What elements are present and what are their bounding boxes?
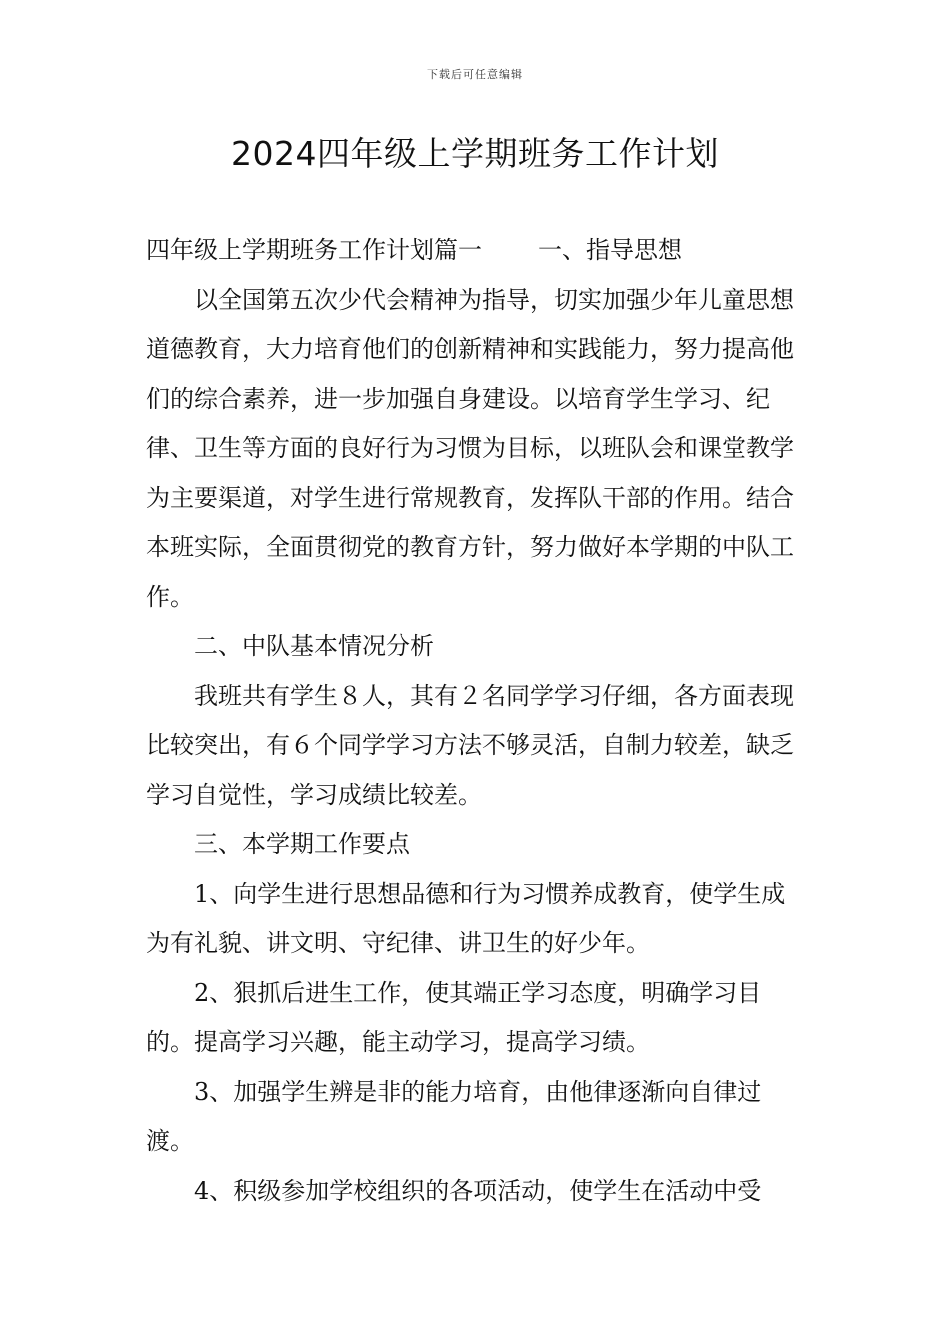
document-title: 2024四年级上学期班务工作计划 bbox=[231, 134, 719, 173]
doc-name: 四年级上学期班务工作计划篇一 bbox=[146, 236, 482, 264]
document-body bbox=[146, 226, 806, 1216]
section-heading: 一、指导思想 bbox=[538, 236, 682, 264]
paragraph: 我班共有学生８人，其有２名同学学习仔细，各方面表现比较突出，有６个同学学习方法不够灵活，自制力较差，缺乏学习自觉性，学习成绩比较差。 bbox=[146, 681, 794, 809]
intro-line bbox=[146, 226, 806, 276]
list-item: 4、积级参加学校组织的各项活动，使学生在活动中受 bbox=[194, 1176, 762, 1205]
section-heading: 二、中队基本情况分析 bbox=[194, 632, 434, 660]
list-item: 1、向学生进行思想品德和行为习惯养成教育，使学生成为有礼貌、讲文明、守纪律、讲卫生的好少年。 bbox=[146, 879, 786, 957]
header-note: 下载后可任意编辑 bbox=[427, 68, 523, 81]
section-heading: 三、本学期工作要点 bbox=[194, 830, 410, 858]
list-item: 2、狠抓后进生工作，使其端正学习态度，明确学习目的。提高学习兴趣，能主动学习，提高学习绩。 bbox=[146, 978, 762, 1056]
list-item: 3、加强学生辨是非的能力培育，由他律逐渐向自律过渡。 bbox=[146, 1077, 762, 1155]
paragraph: 以全国第五次少代会精神为指导，切实加强少年儿童思想道德教育，大力培育他们的创新精神和实践能力，努力提高他们的综合素养，进一步加强自身建设。以培育学生学习、纪律、卫生等方面的良好行为习惯为目标，以班队会和课堂教学为主要渠道，对学生进行常规教育，发挥队干部的作用。结合本班实际，全面贯彻党的教育方针，努力做好本学期的中队工作。 bbox=[146, 285, 794, 611]
